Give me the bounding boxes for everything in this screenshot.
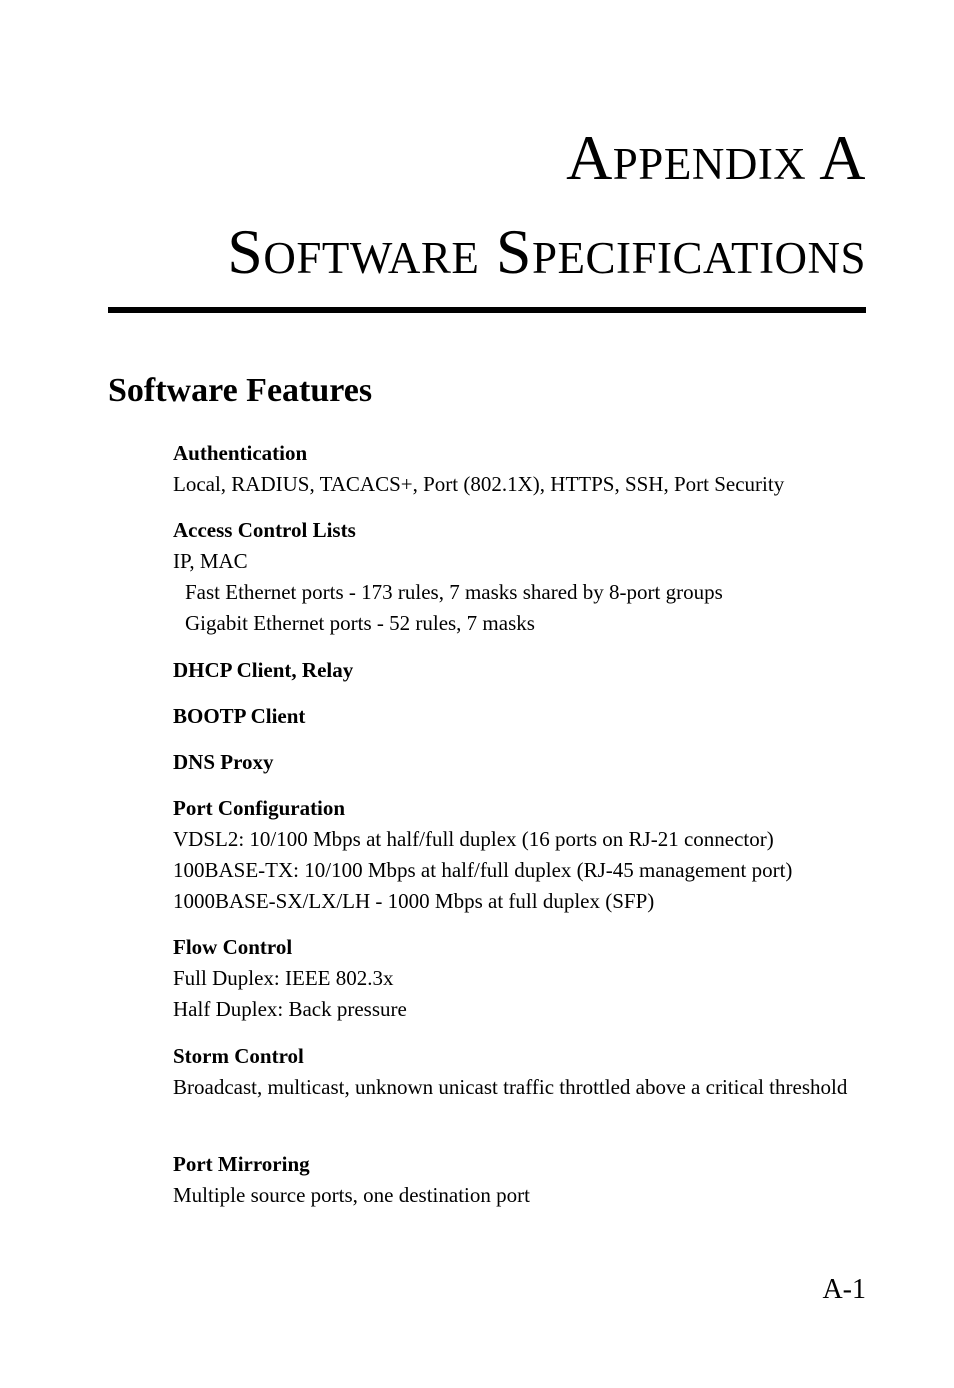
feature-name: Flow Control: [173, 935, 293, 959]
feature-dns-proxy: [173, 747, 873, 778]
feature-storm-control: [173, 1041, 873, 1103]
feature-detail: IP, MAC: [173, 549, 248, 573]
feature-authentication: [173, 438, 873, 500]
feature-detail: 1000BASE-SX/LX/LH - 1000 Mbps at full duplex (SFP): [173, 889, 655, 913]
feature-detail: 100BASE-TX: 10/100 Mbps at half/full duplex (RJ-45 management port): [173, 858, 793, 882]
feature-port-mirroring: [173, 1149, 873, 1211]
feature-port-configuration: [173, 793, 873, 917]
title-rule: [108, 307, 866, 313]
feature-name: DNS Proxy: [173, 750, 274, 774]
feature-access-control-lists: [173, 515, 873, 639]
feature-name: DHCP Client, Relay: [173, 658, 354, 682]
page-number: A-1: [822, 1274, 866, 1305]
feature-name: BOOTP Client: [173, 704, 306, 728]
feature-detail: Broadcast, multicast, unknown unicast traffic throttled above a critical threshold: [173, 1075, 848, 1099]
feature-name: Authentication: [173, 441, 308, 465]
feature-bootp-client: [173, 701, 873, 732]
feature-detail: Half Duplex: Back pressure: [173, 997, 407, 1021]
feature-subdetail: Fast Ethernet ports - 173 rules, 7 masks shared by 8-port groups: [185, 580, 723, 604]
chapter-title-line-2: Software Specifications: [227, 216, 866, 287]
feature-flow-control: [173, 932, 873, 1025]
chapter-title-line-1: Appendix A: [566, 122, 866, 193]
feature-name: Storm Control: [173, 1044, 304, 1068]
feature-detail: Local, RADIUS, TACACS+, Port (802.1X), HTTPS, SSH, Port Security: [173, 472, 785, 496]
feature-detail: Full Duplex: IEEE 802.3x: [173, 966, 394, 990]
feature-subdetail: Gigabit Ethernet ports - 52 rules, 7 masks: [185, 611, 535, 635]
feature-name: Port Mirroring: [173, 1152, 310, 1176]
feature-dhcp-client-relay: [173, 655, 873, 686]
feature-name: Port Configuration: [173, 796, 346, 820]
section-heading: Software Features: [108, 372, 373, 409]
feature-detail: VDSL2: 10/100 Mbps at half/full duplex (16 ports on RJ-21 connector): [173, 827, 774, 851]
feature-name: Access Control Lists: [173, 518, 356, 542]
feature-detail: Multiple source ports, one destination port: [173, 1183, 530, 1207]
